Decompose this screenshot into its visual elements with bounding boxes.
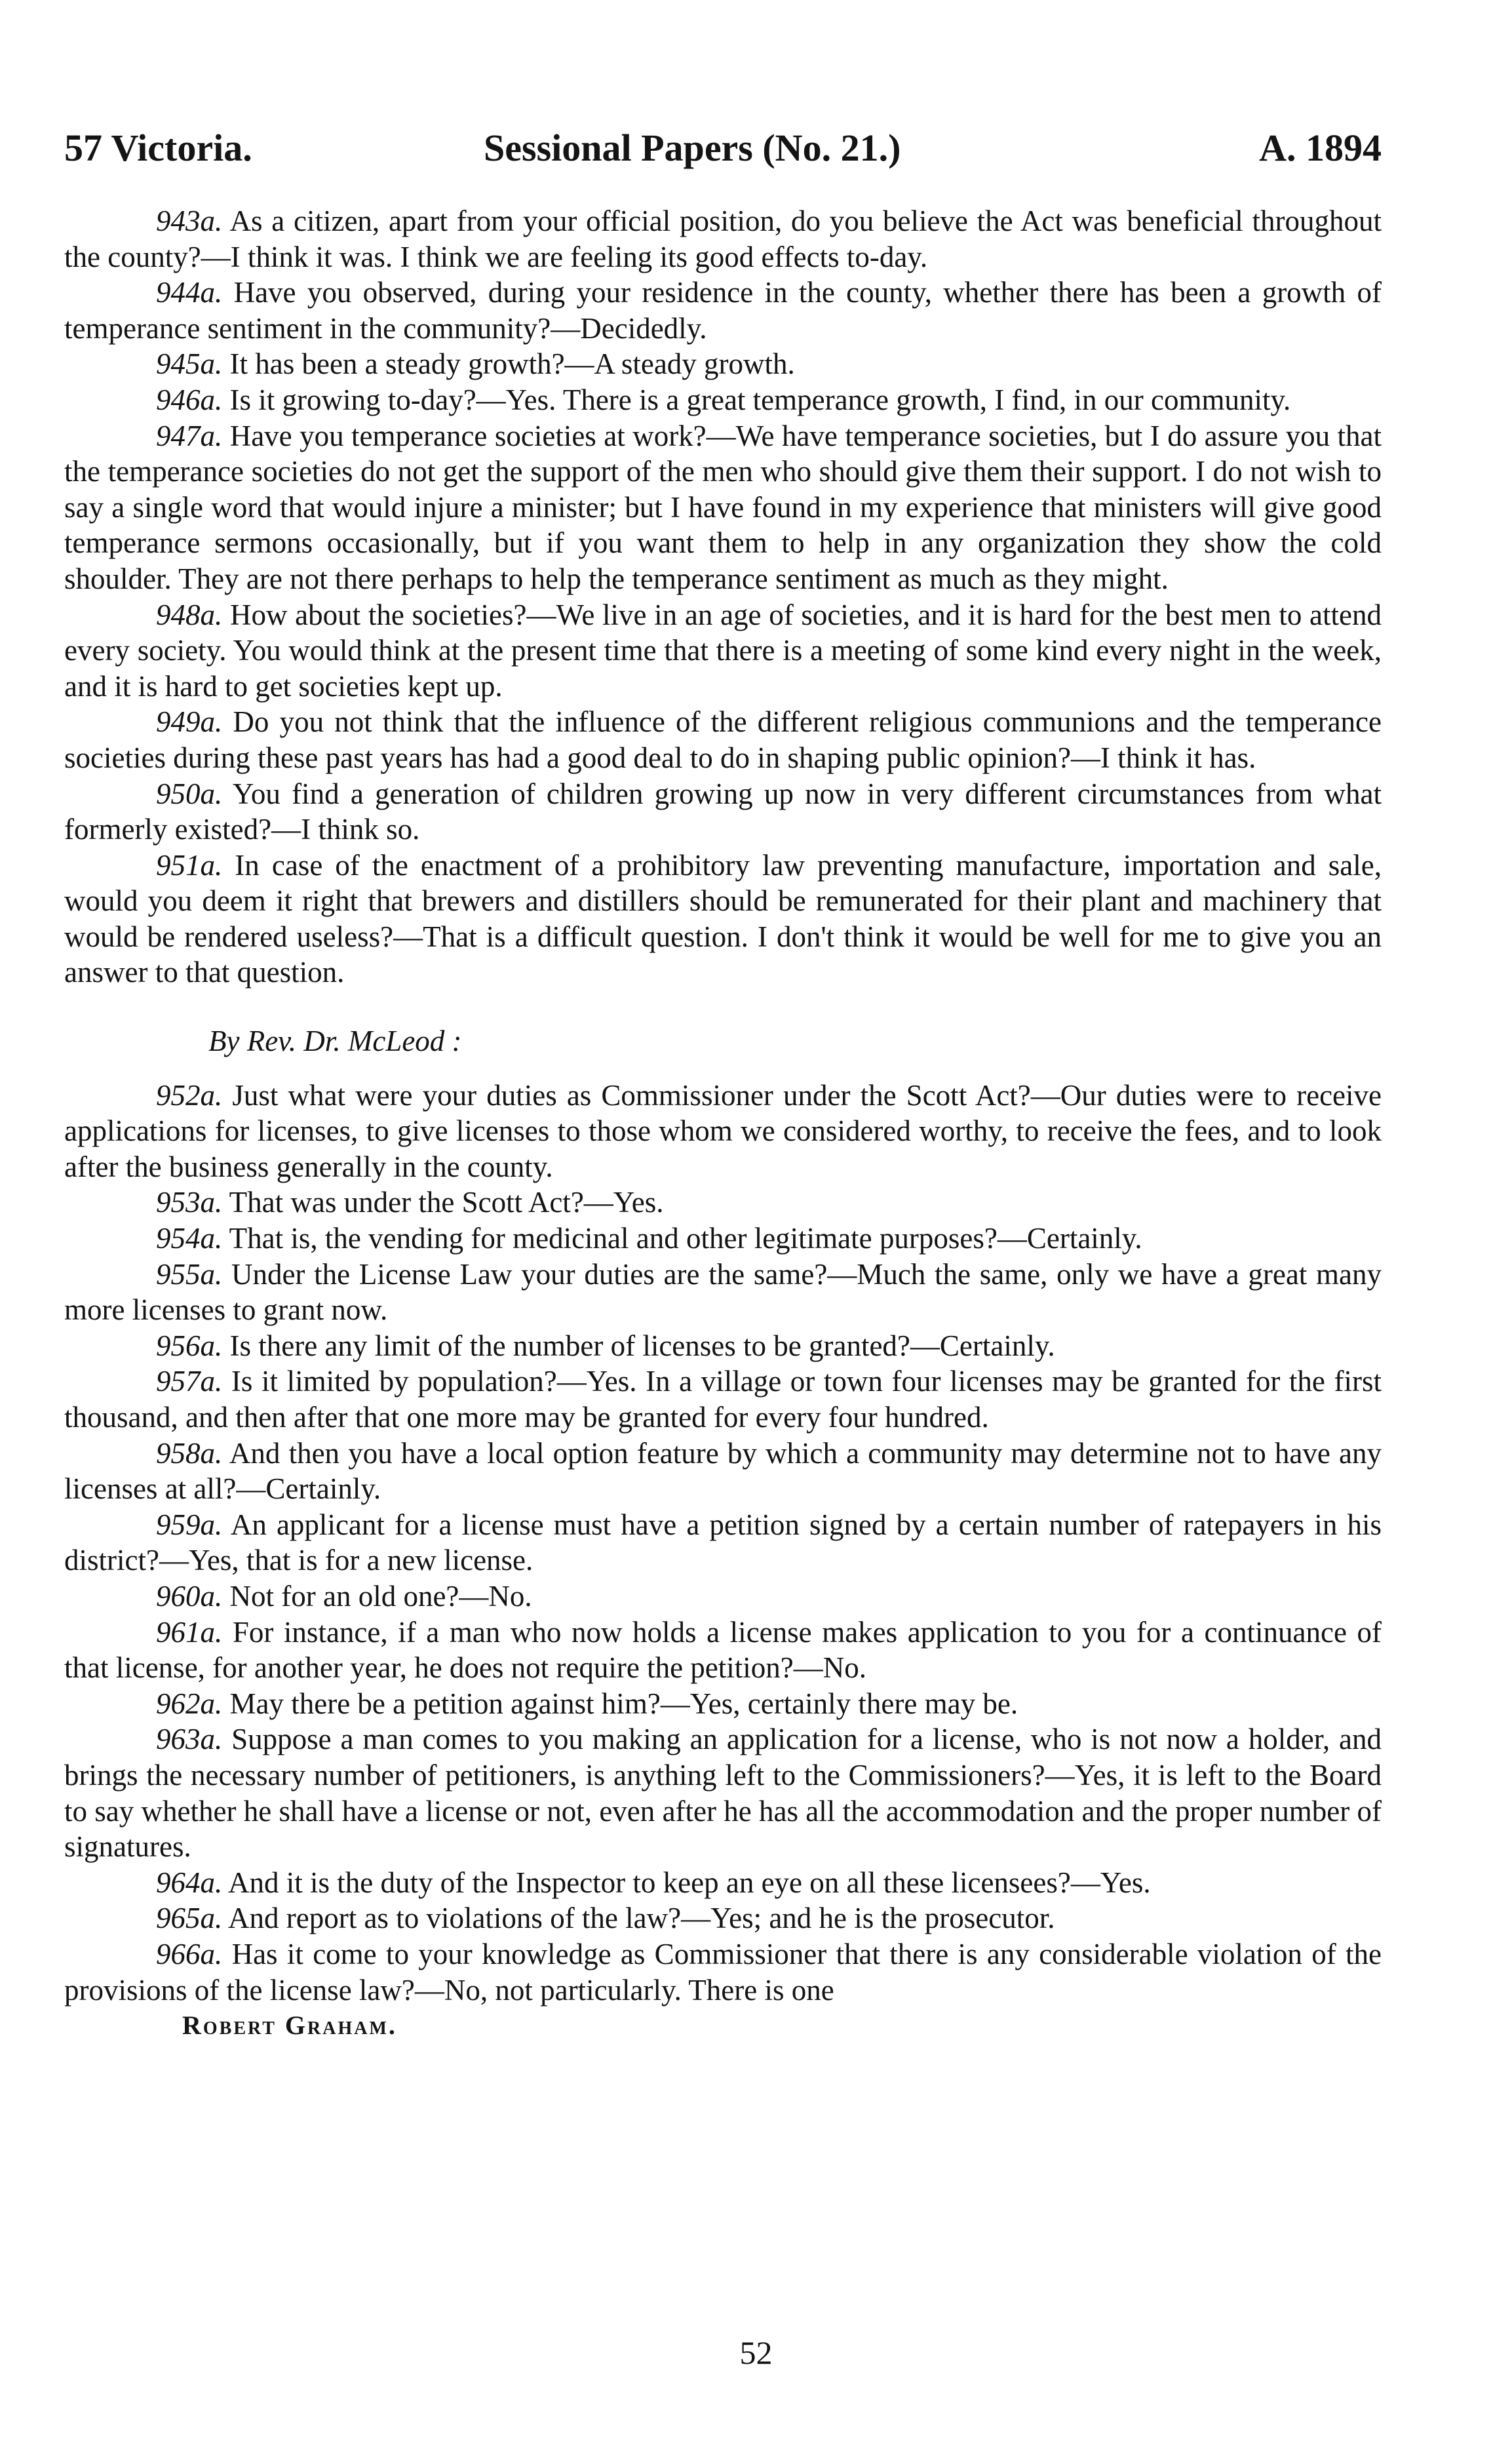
- question-number: 951a.: [156, 848, 223, 882]
- question-paragraph: [64, 1507, 1382, 1578]
- question-number: 954a.: [156, 1222, 223, 1255]
- question-paragraph: [64, 1686, 1382, 1722]
- question-number: 945a.: [156, 347, 223, 381]
- question-paragraph: [64, 1436, 1382, 1507]
- question-paragraph: [64, 597, 1382, 705]
- question-text: That is, the vending for medicinal and other legitimate purposes?—Certainly.: [222, 1222, 1142, 1255]
- question-text: For instance, if a man who now holds a license makes application to you for a continuance of that license, for another year, he does not require the petition?—No.: [64, 1615, 1382, 1685]
- question-text: As a citizen, apart from your official position, do you believe the Act was beneficial throughout the county?—I think it was. I think we are feeling its good effects to-day.: [64, 205, 1382, 273]
- question-text: That was under the Scott Act?—Yes.: [222, 1186, 664, 1219]
- question-paragraph: [64, 1615, 1382, 1686]
- question-paragraph: [64, 1257, 1382, 1328]
- witness-signature: Robert Graham.: [182, 2010, 397, 2041]
- question-paragraph: [64, 1363, 1382, 1435]
- question-number: 952a.: [156, 1078, 223, 1112]
- question-text: Have you observed, during your residence in the county, whether there has been a growth of temperance sentiment in the community?—Decidedly.: [64, 276, 1382, 345]
- question-paragraph: [64, 1900, 1382, 1936]
- question-number: 956a.: [156, 1329, 223, 1362]
- question-text: Suppose a man comes to you making an application for a license, who is not now a holder, and brings the necessary number of petitioners, is anything left to the Commissioners?—Yes, it is left to the Board to say whether he shall have a license or not, even after he has all the accommodation and the proper number of signatures.: [64, 1723, 1382, 1864]
- question-paragraph: [64, 848, 1382, 990]
- question-text: Just what were your duties as Commissioner under the Scott Act?—Our duties were to receive applications for licenses, to give licenses to those whom we considered worthy, to receive the fees, and to look after the business generally in the county.: [64, 1078, 1382, 1183]
- question-paragraph: [64, 1865, 1382, 1901]
- question-number: 944a.: [156, 276, 223, 309]
- question-text: Has it come to your knowledge as Commissioner that there is any considerable violation of the provisions of the license law?—No, not particularly. There is one: [64, 1937, 1382, 2007]
- question-number: 947a.: [156, 419, 223, 452]
- question-number: 948a.: [156, 598, 223, 631]
- question-number: 957a.: [156, 1365, 223, 1398]
- question-number: 962a.: [156, 1687, 223, 1720]
- question-text: Is there any limit of the number of licenses to be granted?—Certainly.: [222, 1329, 1055, 1362]
- section-heading: By Rev. Dr. McLeod :: [208, 1025, 462, 1058]
- page-header: [64, 125, 1382, 172]
- question-number: 949a.: [156, 705, 223, 739]
- testimony-part-2: [64, 1078, 1382, 2008]
- question-paragraph: [64, 203, 1382, 275]
- question-number: 965a.: [156, 1902, 223, 1935]
- question-number: 960a.: [156, 1579, 223, 1613]
- question-paragraph: [64, 1721, 1382, 1864]
- header-title: Sessional Papers (No. 21.): [484, 127, 901, 169]
- question-number: 966a.: [156, 1937, 223, 1970]
- question-text: And report as to violations of the law?—Yes; and he is the prosecutor.: [222, 1902, 1055, 1935]
- question-paragraph: [64, 418, 1382, 597]
- question-text: In case of the enactment of a prohibitory law preventing manufacture, importation and sale, would you deem it right that brewers and distillers should be remunerated for their plant and machinery that would be rendered useless?—That is a difficult question. I don't think it would be well for me to give you an answer to that question.: [64, 848, 1382, 989]
- question-text: You find a generation of children growing up now in very different circumstances from what formerly existed?—I think so.: [64, 777, 1382, 846]
- question-number: 961a.: [156, 1615, 223, 1649]
- question-text: An applicant for a license must have a petition signed by a certain number of ratepayers in his district?—Yes, that is for a new license.: [64, 1508, 1382, 1577]
- question-number: 958a.: [156, 1436, 223, 1470]
- question-paragraph: [64, 1578, 1382, 1615]
- question-number: 943a.: [156, 205, 223, 237]
- header-year: A. 1894: [1259, 127, 1382, 169]
- question-text: Under the License Law your duties are the same?—Much the same, only we have a great many more licenses to grant now.: [64, 1257, 1382, 1327]
- testimony-part-1: [64, 203, 1382, 990]
- question-text: And it is the duty of the Inspector to keep an eye on all these licensees?—Yes.: [222, 1866, 1151, 1899]
- question-number: 959a.: [156, 1508, 223, 1541]
- question-number: 946a.: [156, 383, 223, 416]
- question-paragraph: [64, 275, 1382, 346]
- question-paragraph: [64, 382, 1382, 418]
- question-number: 963a.: [156, 1723, 223, 1756]
- question-number: 955a.: [156, 1257, 223, 1291]
- question-text: Have you temperance societies at work?—We have temperance societies, but I do assure you that the temperance societies do not get the support of the men who should give them their support. I do not wish to say a single word that would injure a minister; but I have found in my experience that ministers will give good temperance sermons occasionally, but if you want them to help in any organization they show the cold shoulder. They are not there perhaps to help the temperance sentiment as much as they might.: [64, 419, 1382, 595]
- question-text: And then you have a local option feature by which a community may determine not to have any licenses at all?—Certainly.: [64, 1436, 1382, 1506]
- question-paragraph: [64, 346, 1382, 382]
- question-paragraph: [64, 704, 1382, 775]
- question-number: 953a.: [156, 1186, 223, 1219]
- question-text: Do you not think that the influence of the different religious communions and the temperance societies during these past years has had a good deal to do in shaping public opinion?—I think it has.: [64, 705, 1382, 774]
- question-text: Is it growing to-day?—Yes. There is a great temperance growth, I find, in our community.: [222, 383, 1291, 416]
- question-text: How about the societies?—We live in an age of societies, and it is hard for the best men to attend every society. You would think at the present time that there is a meeting of some kind every night in the week, and it is hard to get societies kept up.: [64, 598, 1382, 703]
- document-page: [64, 125, 1382, 2044]
- question-paragraph: [64, 1328, 1382, 1364]
- question-text: It has been a steady growth?—A steady growth.: [222, 347, 795, 381]
- question-text: Not for an old one?—No.: [222, 1579, 532, 1613]
- page-number: 52: [739, 2334, 773, 2371]
- document-body: [64, 203, 1382, 2044]
- question-paragraph: [64, 1185, 1382, 1221]
- question-paragraph: [64, 1221, 1382, 1257]
- question-text: May there be a petition against him?—Yes, certainly there may be.: [222, 1687, 1018, 1720]
- question-paragraph: [64, 1936, 1382, 2008]
- question-paragraph: [64, 776, 1382, 848]
- header-session: 57 Victoria.: [64, 127, 252, 169]
- question-number: 964a.: [156, 1866, 223, 1899]
- question-paragraph: [64, 1078, 1382, 1185]
- question-text: Is it limited by population?—Yes. In a village or town four licenses may be granted for the first thousand, and then after that one more may be granted for every four hundred.: [64, 1365, 1382, 1434]
- question-number: 950a.: [156, 777, 223, 810]
